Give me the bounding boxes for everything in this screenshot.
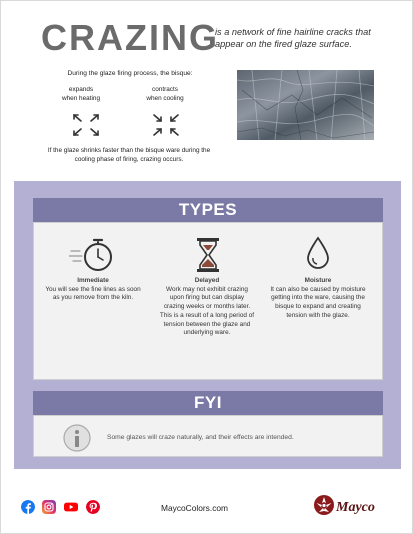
hourglass-icon — [195, 237, 221, 273]
shrink-note: If the glaze shrinks faster than the bisque ware during the cooling phase of firing, crazing occurs. — [47, 147, 211, 163]
facebook-icon[interactable] — [21, 500, 35, 514]
type-immediate-title: Immediate — [77, 277, 109, 284]
expand-arrows-icon — [69, 112, 103, 138]
info-icon — [63, 424, 91, 452]
fyi-heading: FYI — [33, 391, 383, 415]
type-delayed — [159, 277, 255, 338]
type-immediate-text: You will see the fine lines as soon as you remove from the kiln. — [45, 285, 141, 302]
water-drop-icon — [306, 236, 330, 270]
stopwatch-icon — [69, 236, 117, 274]
instagram-icon[interactable] — [42, 500, 56, 514]
crazing-photo — [237, 70, 374, 140]
pinterest-icon[interactable] — [86, 500, 100, 514]
page-subtitle: is a network of fine hairline cracks that appear on the fired glaze surface. — [215, 27, 371, 49]
type-immediate — [45, 277, 141, 303]
website-link[interactable]: MaycoColors.com — [161, 503, 229, 513]
page-title: CRAZING — [41, 17, 219, 58]
intro-lead: During the glaze firing process, the bisque: — [67, 70, 193, 77]
type-moisture-title: Moisture — [304, 277, 332, 284]
fyi-text: Some glazes will craze naturally, and their effects are intended. — [107, 434, 294, 441]
contract-arrows-icon — [149, 112, 183, 138]
type-moisture — [270, 277, 366, 321]
type-moisture-text: It can also be caused by moisture getting into the ware, causing the bisque to expand and creating tension with the glaze. — [270, 285, 366, 319]
mayco-brand: Mayco — [336, 500, 375, 515]
type-delayed-text: Work may not exhibit crazing upon firing but can display crazing weeks or months later. This is a result of a long period of tension between the glaze and underlying ware. — [159, 285, 255, 337]
type-delayed-title: Delayed — [194, 277, 220, 284]
contracts-label: contracts when cooling — [146, 86, 184, 102]
types-heading: TYPES — [33, 198, 383, 222]
youtube-icon[interactable] — [64, 500, 78, 514]
mayco-logo-icon — [313, 494, 335, 518]
expands-label: expands when heating — [61, 86, 101, 102]
